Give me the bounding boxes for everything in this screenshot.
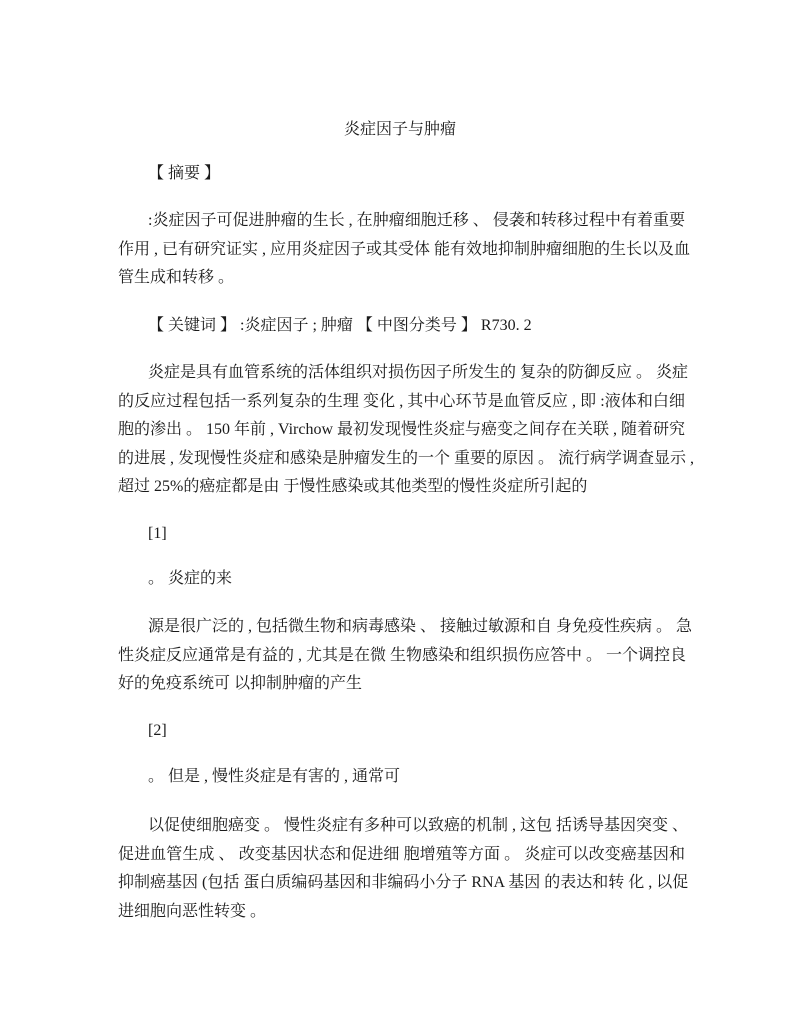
text-line: 作用 , 已有研究证实 , 应用炎症因子或其受体 能有效地抑制肿瘤细胞的生长以及血	[118, 240, 691, 258]
text-line: 以促使细胞癌变 。 慢性炎症有多种可以致癌的机制 , 这包 括诱导基因突变 、	[148, 817, 689, 834]
fragment-2: 。 但是 , 慢性炎症是有害的 , 通常可	[148, 768, 401, 785]
text-line: 进细胞向恶性转变 。	[118, 902, 267, 920]
text-line: 超过 25%的癌症都是由 于慢性感染或其他类型的慢性炎症所引起的	[118, 478, 588, 496]
abstract-heading: 【 摘要 】	[148, 165, 221, 182]
text-line: 管生成和转移 。	[118, 269, 235, 287]
document-title: 炎症因子与肿瘤	[343, 121, 456, 138]
text-line: 源是很广泛的 , 包括微生物和病毒感染 、 接触过敏源和自 身免疫性疾病 。 急	[148, 618, 693, 635]
fragment-1: 。 炎症的来	[148, 570, 233, 587]
abstract-paragraph	[118, 207, 691, 293]
text-line: 抑制癌基因 (包括 蛋白质编码基因和非编码小分子 RNA 基因 的表达和转 化 , 以促	[118, 874, 689, 892]
text-line: :炎症因子可促进肿瘤的生长 , 在肿瘤细胞迁移 、 侵袭和转移过程中有着重要	[148, 212, 685, 229]
reference-1: [1]	[148, 525, 167, 542]
text-line: 好的免疫系统可 以抑制肿瘤的产生	[118, 675, 363, 693]
text-line: 促进血管生成 、 改变基因状态和促进细 胞增殖等方面 。 炎症可以改变癌基因和	[118, 845, 685, 863]
text-line: 性炎症反应通常是有益的 , 尤其是在微 生物感染和组织损伤应答中 。 一个调控良	[118, 646, 687, 664]
keywords-line: 【 关键词 】 :炎症因子 ; 肿瘤 【 中图分类号 】 R730. 2	[148, 317, 532, 334]
body-paragraph-1	[118, 359, 695, 502]
body-paragraph-3	[118, 812, 689, 926]
reference-2: [2]	[148, 722, 167, 739]
text-line: 的反应过程包括一系列复杂的生理 变化 , 其中心环节是血管反应 , 即 :液体和白细	[118, 392, 685, 410]
text-line: 胞的渗出 。 150 年前 , Virchow 最初发现慢性炎症与癌变之间存在关联 , 随着研究	[118, 421, 686, 439]
body-paragraph-2	[118, 613, 693, 699]
text-line: 的进展 , 发现慢性炎症和感染是肿瘤发生的一个 重要的原因 。 流行病学调查显示 ,	[118, 449, 695, 467]
text-line: 炎症是具有血管系统的活体组织对损伤因子所发生的 复杂的防御反应 。 炎症	[148, 364, 689, 381]
